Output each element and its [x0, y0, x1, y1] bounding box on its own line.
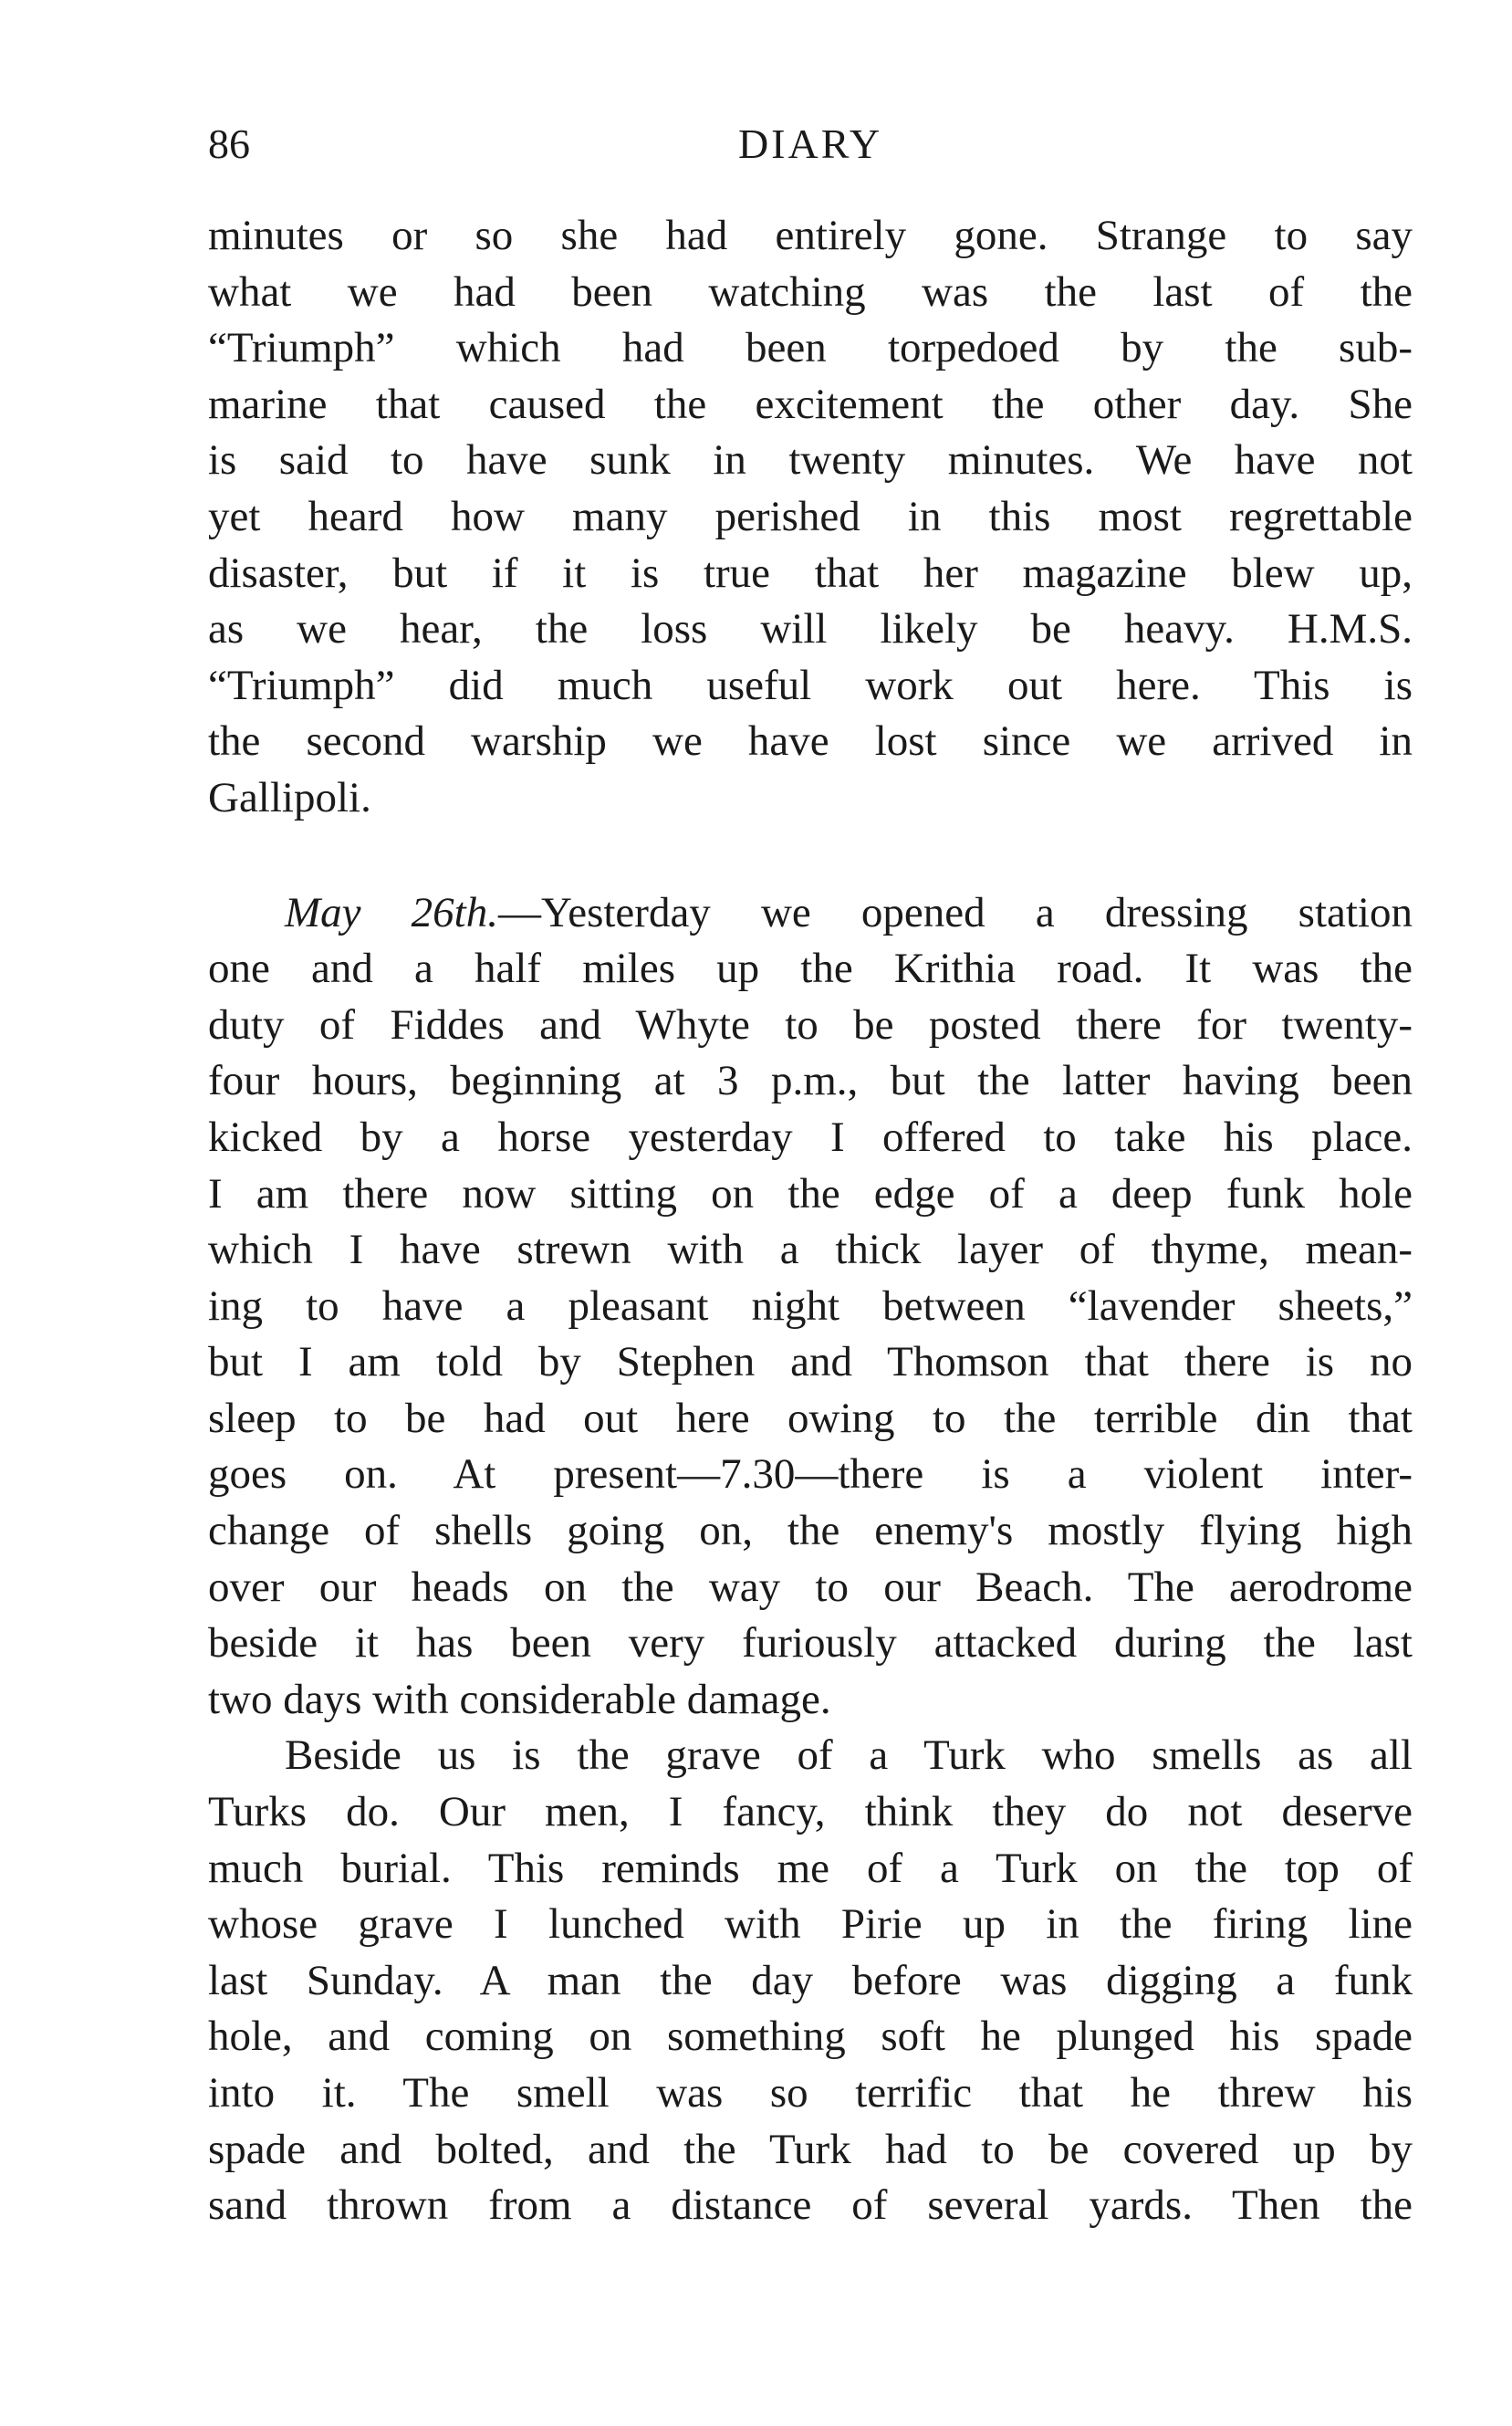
entry-date: May 26th. — [285, 888, 498, 936]
text-line: hole, and coming on something soft he plunged his spade — [208, 2013, 1413, 2061]
text-line: Beside us is the grave of a Turk who smells as all — [285, 1731, 1413, 1780]
text-line: Turks do. Our men, I fancy, think they do not deserve — [208, 1788, 1413, 1836]
text-line: what we had been watching was the last of the — [208, 267, 1413, 316]
text-line: Gallipoli. — [208, 773, 371, 821]
text-line: last Sunday. A man the day before was digging a funk — [208, 1956, 1413, 2004]
text-line: I am there now sitting on the edge of a deep funk hole — [208, 1169, 1413, 1218]
text-line: much burial. This reminds me of a Turk on the top of — [208, 1844, 1413, 1892]
text-line: duty of Fiddes and Whyte to be posted there for twenty- — [208, 1000, 1413, 1049]
diary-entry — [208, 885, 1413, 1729]
body-text — [208, 208, 1413, 2234]
text-line: as we hear, the loss will likely be heavy. H.M.S. — [208, 605, 1413, 654]
text-line: minutes or so she had entirely gone. Strange to say — [208, 212, 1413, 259]
text-line: but I am told by Stephen and Thomson that there is no — [208, 1338, 1413, 1386]
text-line: four hours, beginning at 3 p.m., but the latter having been — [208, 1057, 1413, 1105]
text-line: goes on. At present—7.30—there is a violent inter- — [208, 1450, 1413, 1499]
text-line: two days with considerable damage. — [208, 1675, 831, 1723]
page-number: 86 — [208, 120, 250, 167]
text-line: kicked by a horse yesterday I offered to take his place. — [208, 1113, 1413, 1161]
text-line: “Triumph” did much useful work out here. This is — [208, 661, 1413, 709]
page-header — [208, 117, 1413, 172]
text-line: change of shells going on, the enemy's mostly flying high — [208, 1507, 1413, 1555]
running-head: DIARY — [737, 120, 883, 167]
text-line: beside it has been very furiously attacked during the last — [208, 1619, 1413, 1668]
text-line: disaster, but if it is true that her magazine blew up, — [208, 549, 1413, 597]
text-line: one and a half miles up the Krithia road. It was the — [208, 945, 1413, 993]
paragraph-gap — [208, 827, 1413, 885]
text-line: into it. The smell was so terrific that he threw his — [208, 2069, 1413, 2117]
text-line: sleep to be had out here owing to the terrible din that — [208, 1394, 1413, 1442]
text-line: “Triumph” which had been torpedoed by the sub- — [208, 324, 1413, 372]
text-line: spade and bolted, and the Turk had to be covered up by — [208, 2125, 1413, 2173]
text-line: over our heads on the way to our Beach. The aerodrome — [208, 1563, 1413, 1611]
paragraph — [208, 1728, 1413, 2233]
text-line: which I have strewn with a thick layer of thyme, mean- — [208, 1226, 1413, 1274]
text-line: marine that caused the excitement the other day. She — [208, 380, 1413, 428]
text-line: is said to have sunk in twenty minutes. We have not — [208, 436, 1413, 485]
text-line: ing to have a pleasant night between “lavender sheets,” — [208, 1281, 1413, 1330]
entry-first-line — [208, 885, 1413, 942]
text-line: the second warship we have lost since we arrived in — [208, 717, 1413, 766]
text-line: sand thrown from a distance of several yards. Then the — [208, 2181, 1413, 2230]
text-line: whose grave I lunched with Pirie up in the firing line — [208, 1900, 1413, 1949]
paragraph — [208, 208, 1413, 827]
entry-first-line-text: —Yesterday we opened a dressing station — [497, 888, 1413, 936]
text-line: yet heard how many perished in this most regrettable — [208, 492, 1413, 540]
